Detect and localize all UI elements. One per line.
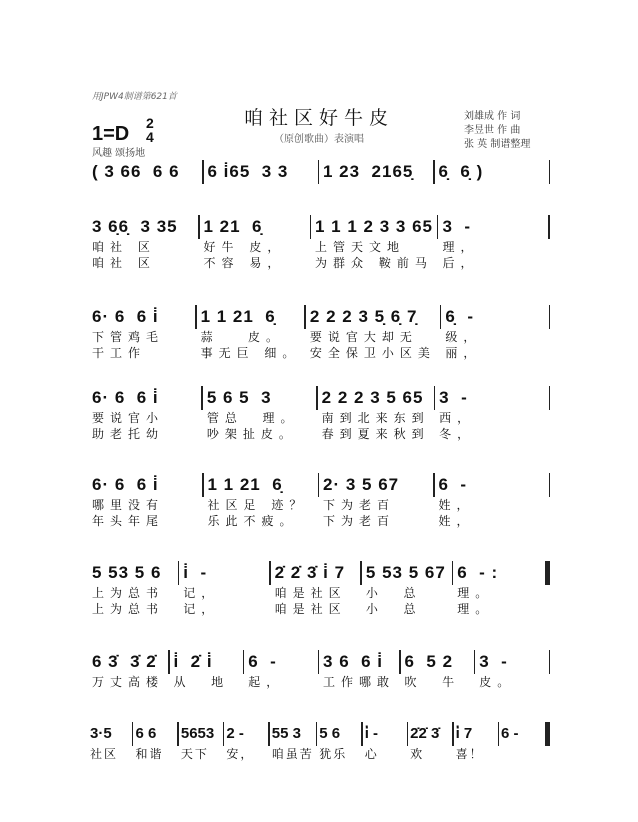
lyric-line-verse-2: 吵架扯皮。 — [206, 427, 297, 441]
lyric-line-verse-1: 工作哪敢 — [323, 675, 396, 689]
measure — [319, 650, 399, 690]
lyric-line-verse-2: 助老托幼 — [92, 427, 165, 441]
score-system — [88, 160, 550, 184]
measure-notes: 6 5 2 — [404, 652, 454, 671]
lyric-line-verse-2: 安全保卫小区美 — [309, 346, 436, 360]
lyric-line-verse-2: 事无巨 细。 — [200, 346, 301, 360]
lyric-line-verse-1: 级， — [445, 330, 482, 344]
lyric-line-verse-1: 安， — [226, 747, 255, 761]
measure — [317, 722, 361, 762]
lyric-line-verse-2: 上为总书 — [92, 602, 165, 616]
measure-notes: 5 6 — [319, 725, 341, 742]
measure-notes: 3 6̣6̣ 3 35 — [92, 217, 178, 236]
measure-notes: i̇ - — [364, 725, 379, 742]
measure — [435, 160, 549, 184]
lyric-line-verse-1: 理。 — [457, 586, 494, 600]
score-system — [88, 473, 550, 529]
measure — [441, 305, 548, 361]
measure — [319, 160, 433, 184]
measure — [88, 160, 202, 184]
measure — [435, 386, 548, 442]
measure — [224, 722, 268, 762]
measure-notes: 3·5 — [90, 725, 112, 742]
measure-notes: i̇ - — [183, 563, 208, 582]
measure — [306, 305, 440, 361]
measure-notes: 6 - — [248, 652, 277, 671]
measure-notes: 5 6 5 3 — [206, 388, 272, 407]
measure-notes: 5 53 5 6 — [92, 563, 162, 582]
measure-notes: 2̇2̇ 3̇ — [410, 725, 440, 742]
lyric-line-verse-2: 记， — [183, 602, 220, 616]
composer-credit: 李昱世 作 曲 — [464, 125, 521, 136]
lyric-line-verse-1: 欢 — [410, 747, 425, 761]
barline — [549, 650, 551, 674]
measure-notes: 55 3 — [271, 725, 301, 742]
measure — [475, 650, 548, 690]
lyric-line-verse-2: 乐此不疲。 — [207, 514, 298, 528]
measure — [133, 722, 177, 762]
lyric-line-verse-1: 蒜 皮。 — [200, 330, 285, 344]
measure — [170, 650, 243, 690]
lyric-line-verse-2: 咱社 区 — [92, 256, 156, 270]
score-system — [88, 215, 550, 271]
measure-notes: 3 - — [479, 652, 508, 671]
measure-notes: 1 1 21 6̣ — [207, 475, 283, 494]
time-top: 2 — [146, 115, 154, 131]
measure — [88, 561, 178, 617]
song-title: 咱社区好牛皮 — [243, 107, 394, 129]
lyric-line-verse-1: 南到北来东到 — [321, 411, 430, 425]
measure — [88, 473, 202, 529]
score-system — [88, 650, 550, 690]
measure-notes: 3 - — [439, 388, 468, 407]
measure — [401, 650, 474, 690]
score-system — [88, 561, 550, 617]
lyric-line-verse-1: 记， — [183, 586, 220, 600]
measure-notes: 6· 6 6 i̇ — [92, 475, 159, 494]
watermark: 用JPW4制谱第621首 — [92, 92, 177, 102]
arranger-credit: 张 英 制谱整理 — [464, 139, 531, 150]
score-system — [88, 386, 550, 442]
measure-notes: 2̇ 2̇ 3̇ i̇ 7 — [274, 563, 346, 582]
lyric-line-verse-2: 咱是社区 — [274, 602, 347, 616]
barline — [548, 215, 550, 239]
lyric-line-verse-1: 管总 理。 — [206, 411, 299, 425]
credits — [464, 110, 530, 152]
lyric-line-verse-1: 哪里没有 — [92, 498, 165, 512]
measure-notes: ( 3 66 6 6 — [92, 162, 180, 181]
key-signature: 1=D — [92, 123, 130, 145]
barline — [549, 386, 551, 410]
lyric-line-verse-2: 冬， — [439, 427, 476, 441]
measure-notes: 5 53 5 67 — [365, 563, 446, 582]
measure — [88, 722, 132, 762]
lyric-line-verse-1: 上管天文地 — [315, 240, 425, 254]
song-subtitle: （原创歌曲）表演唱 — [274, 134, 364, 145]
measure — [271, 561, 361, 617]
lyric-line-verse-2: 后， — [442, 256, 479, 270]
score-system — [88, 722, 550, 762]
lyric-line-verse-2: 姓， — [438, 514, 475, 528]
lyric-line-verse-1: 吹 牛 — [404, 675, 461, 689]
measure-notes: 6 - : — [457, 563, 499, 582]
lyric-line-verse-1: 从 地 — [173, 675, 230, 689]
measure — [453, 561, 543, 617]
measure — [435, 473, 549, 529]
lyric-line-verse-1: 喜！ — [455, 747, 484, 761]
lyric-line-verse-2: 为群众 鞍前马 — [315, 256, 433, 270]
lyric-line-verse-1: 犹乐 — [319, 747, 348, 761]
lyric-line-verse-1: 社区 — [90, 747, 119, 761]
measure — [408, 722, 452, 762]
lyric-line-verse-1: 皮。 — [479, 675, 516, 689]
measure-notes: 3 - — [442, 217, 472, 236]
barline — [549, 473, 551, 497]
lyric-line-verse-1: 理， — [442, 240, 479, 254]
measure-notes: 1 1 21 6̣ — [200, 307, 276, 326]
time-bottom: 4 — [146, 129, 154, 145]
lyric-line-verse-1: 起， — [248, 675, 285, 689]
lyric-line-verse-1: 万丈高楼 — [92, 675, 165, 689]
measure — [319, 473, 433, 529]
lyricist-credit: 刘雄成 作 词 — [464, 111, 521, 122]
lyric-line-verse-2: 春到夏来秋到 — [321, 427, 430, 441]
measure — [311, 215, 437, 271]
measure-notes: 1 23 2165̣ — [323, 162, 414, 181]
tempo-marking: 风趣 颂扬地 — [92, 148, 146, 159]
lyric-line-verse-1 — [501, 746, 541, 762]
measure — [88, 386, 201, 442]
measure — [197, 305, 305, 361]
measure — [438, 215, 548, 271]
measure — [203, 386, 316, 442]
measure-notes: 6 - — [438, 475, 468, 494]
barline — [549, 305, 551, 329]
final-barline — [545, 722, 550, 746]
measure-notes: 1 1 1 2 3 3 65 — [315, 217, 433, 236]
measure-notes: 6 i̇65 3 3 — [207, 162, 289, 181]
measure-notes: 3 6 6 i̇ — [323, 652, 383, 671]
lyric-line-verse-2: 下为老百 — [323, 514, 396, 528]
barline — [549, 160, 551, 184]
measure-notes: 2 2 2 3 5 65 — [321, 388, 424, 407]
measure — [200, 215, 310, 271]
lyric-line-verse-1: 下为老百 — [323, 498, 396, 512]
measure-notes: 6 3̇ 3̇ 2̇ — [92, 652, 157, 671]
measure — [204, 160, 318, 184]
measure — [270, 722, 316, 762]
measure — [179, 722, 223, 762]
lyric-line-verse-2: 理。 — [457, 602, 494, 616]
lyric-line-verse-1: 姓， — [438, 498, 475, 512]
lyric-line-verse-2: 小 总 — [365, 602, 422, 616]
lyric-line-verse-1: 社区足 迹？ — [207, 498, 308, 512]
measure — [318, 386, 434, 442]
lyric-line-verse-1: 西， — [439, 411, 476, 425]
measure — [454, 722, 498, 762]
measure — [244, 650, 317, 690]
lyric-line-verse-1: 上为总书 — [92, 586, 165, 600]
lyric-line-verse-1: 咱社 区 — [92, 240, 156, 254]
lyric-line-verse-1: 咱虽苦 — [271, 747, 314, 761]
lyric-line-verse-1: 好牛 皮， — [203, 240, 286, 254]
time-signature — [146, 116, 154, 144]
measure — [499, 722, 543, 762]
lyric-line-verse-1: 要说官大却无 — [309, 330, 418, 344]
measure-notes: 6 6 — [135, 725, 157, 742]
lyric-line-verse-2: 不容 易， — [203, 256, 286, 270]
score-system — [88, 305, 550, 361]
measure-notes: i̇ 2̇ i̇ — [173, 652, 213, 671]
lyric-line-verse-1: 心 — [364, 747, 379, 761]
measure-notes: 6· 6 6 i̇ — [92, 307, 159, 326]
measure — [204, 473, 318, 529]
measure-notes: 2· 3 5 67 — [323, 475, 400, 494]
measure-notes: 2 - — [226, 725, 244, 742]
lyric-line-verse-1: 天下 — [180, 747, 209, 761]
measure-notes: 1 21 6̣ — [203, 217, 263, 236]
lyric-line-verse-1: 咱是社区 — [274, 586, 347, 600]
measure-notes: 6· 6 6 i̇ — [92, 388, 159, 407]
measure-notes: 6̣ - — [445, 307, 474, 326]
measure — [362, 561, 452, 617]
measure — [88, 215, 198, 271]
lyric-line-verse-1: 小 总 — [365, 586, 422, 600]
measure — [179, 561, 269, 617]
measure — [88, 305, 195, 361]
measure — [88, 650, 168, 690]
lyric-line-verse-2: 年头年尾 — [92, 514, 165, 528]
lyric-line-verse-2: 干工作 — [92, 346, 156, 360]
measure-notes: i̇ 7 — [455, 725, 473, 742]
measure-notes: 6 - — [501, 725, 519, 742]
lyric-line-verse-2: 丽， — [445, 346, 482, 360]
measure — [363, 722, 407, 762]
final-barline — [545, 561, 550, 585]
measure-notes: 6̣ 6̣ ) — [438, 162, 484, 181]
lyric-line-verse-1: 和谐 — [135, 747, 164, 761]
measure-notes: 2 2 2 3 5̣ 6̣ 7̣ — [309, 307, 418, 326]
lyric-line-verse-1: 要说官小 — [92, 411, 165, 425]
lyric-line-verse-1: 下管鸡毛 — [92, 330, 165, 344]
measure-notes: 5653 — [180, 725, 215, 742]
